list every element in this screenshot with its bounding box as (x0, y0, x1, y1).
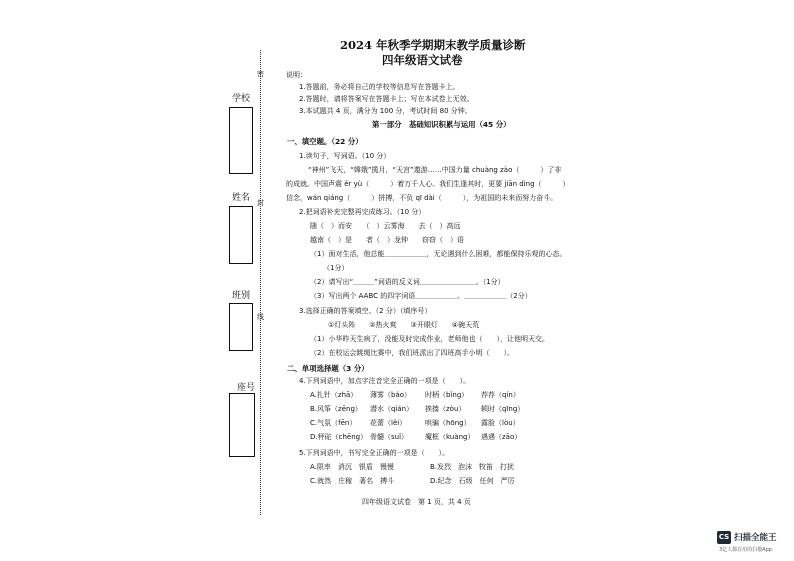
q4-option-b-4: 顿时（qīng） (481, 405, 525, 413)
class-label: 班别 (232, 291, 251, 301)
school-box[interactable] (229, 107, 253, 174)
q4-option-d: D.秤砣（chēng） (310, 433, 368, 441)
q1-title: 1.读句子，写词语。（10 分） (299, 152, 391, 160)
instructions-heading: 说明： (286, 71, 307, 79)
q4-option-d-4: 遇遇（zāo） (481, 433, 522, 441)
q5-option-b: B.发烈 泡沫 牧笛 打扰 (430, 463, 515, 471)
part1-heading: 第一部分 基础知识积累与运用（45 分） (372, 120, 511, 129)
section1-heading: 一、填空题。（22 分） (287, 137, 363, 146)
q5-option-a: A.限率 消沉 银盾 慢慢 (310, 463, 394, 471)
seal-char-feng: 封 (257, 199, 264, 207)
name-box[interactable] (229, 206, 253, 264)
q2-sub3: （3）写出两个 AABC 的四字词语＿＿＿＿＿＿、＿＿＿＿＿＿（2分） (310, 292, 532, 300)
page-title: 2024 年秋季学期期末教学质量诊断 (340, 38, 526, 52)
q4-option-a: A.扎针（zhā） (310, 391, 358, 399)
q3-title: 3.选择正确的答案填空。（2 分）（填序号） (299, 307, 432, 315)
q4-option-c-4: 露脸（lòu） (481, 419, 520, 427)
q4-option-b-3: 挨揍（zòu） (425, 405, 466, 413)
section2-heading: 二、单项选择题（3 分） (287, 364, 369, 373)
q4-title: 4.下列词语中，加点字注音完全正确的一项是（ ）。 (299, 377, 471, 385)
school-label: 学校 (232, 94, 251, 104)
name-label: 姓名 (232, 193, 251, 203)
page-footer: 四年级语文试卷 第 1 页，共 4 页 (362, 498, 471, 506)
q3-sub1: （1）小华昨天生病了，没能及时完成作业，老师他也（ ），让他明天交。 (310, 335, 549, 343)
instruction-item: 1.答题前，务必将自己的学校等信息写在答题卡上。 (299, 83, 460, 91)
q3-sub2: （2）在校运会跳绳比赛中，我们班派出了四班高手小明（ ）。 (310, 349, 514, 357)
q1-line: “神州”飞天，“嫦娥”揽月，“天宫”遨游……中国力量 chuàng zào（ ）了非 (308, 166, 562, 174)
seal-char-xian: 线 (257, 313, 264, 321)
q5-title: 5.下列词语中，书写完全正确的一项是（ ）。 (299, 449, 450, 457)
q2-row2: 越南（ ）是 者（ ）龙钟 窃窃（ ）语 (310, 236, 464, 244)
binding-dotted-line (260, 50, 261, 515)
q4-option-b: B.风筝（zēng） (310, 405, 362, 413)
camscanner-logo-icon: CS (717, 531, 731, 544)
seal-char-mi: 密 (257, 70, 264, 78)
q2-sub1-score: （1分） (323, 264, 349, 272)
q2-sub1: （1）面对生活，他总能＿＿＿＿＿＿，无论遇到什么困难，都能保持乐观的心态。 (310, 250, 567, 258)
instruction-item: 3.本试题共 4 页，满分为 100 分，考试时间 80 分钟。 (299, 107, 472, 115)
q2-row1: 随（ ）而安 （ ）云雾海 去（ ）高远 (310, 222, 461, 230)
page-subtitle: 四年级语文试卷 (382, 53, 463, 67)
watermark-name: 扫描全能王 (734, 533, 777, 543)
q4-option-c: C.气氛（fēn） (310, 419, 357, 427)
q5-option-c: C.就然 庄稼 著名 搏斗 (310, 477, 395, 485)
q2-title: 2.把词语补充完整再完成练习。（10 分） (299, 208, 426, 216)
seat-box[interactable] (229, 393, 255, 457)
q4-option-d-2: 骨髓（suǐ） (370, 433, 409, 441)
seat-label: 座号 (237, 383, 256, 393)
q2-sub2: （2）请写出“＿＿＿”词语的反义词＿＿＿＿＿＿＿＿。（1分） (310, 278, 505, 286)
q3-options: ①灯头阵 ②热火爽 ③开眼灯 ④碗天荒 (328, 321, 480, 329)
class-box[interactable] (229, 303, 253, 351)
q4-option-a-3: 时柄（bǐng） (425, 391, 469, 399)
watermark-tagline: 3亿人都在用的扫描App (719, 547, 772, 553)
q1-line: 的成就。中国声震 ěr yù（ ）着万千人心。我们生逢其时，更要 jiān dìng（ ） (286, 180, 570, 188)
q4-option-b-2: 潜水（qián） (370, 405, 414, 413)
q4-option-c-3: 哄骗（hōng） (425, 419, 471, 427)
q4-option-d-3: 魔框（kuàng） (425, 433, 475, 441)
q5-option-d: D.纪念 石级 任何 严厉 (430, 477, 515, 485)
instruction-item: 2.答题时，请将答案写在答题卡上；写在本试卷上无效。 (299, 95, 474, 103)
q4-option-a-2: 薄雾（báo） (370, 391, 412, 399)
q4-option-c-2: 花蕾（lěi） (370, 419, 407, 427)
q1-line: 信念，wán qiáng（ ）拼搏，不负 qī dài（ ），为祖国的未来而努力奋斗。 (286, 194, 558, 202)
q4-option-a-4: 荐荐（qín） (481, 391, 520, 399)
